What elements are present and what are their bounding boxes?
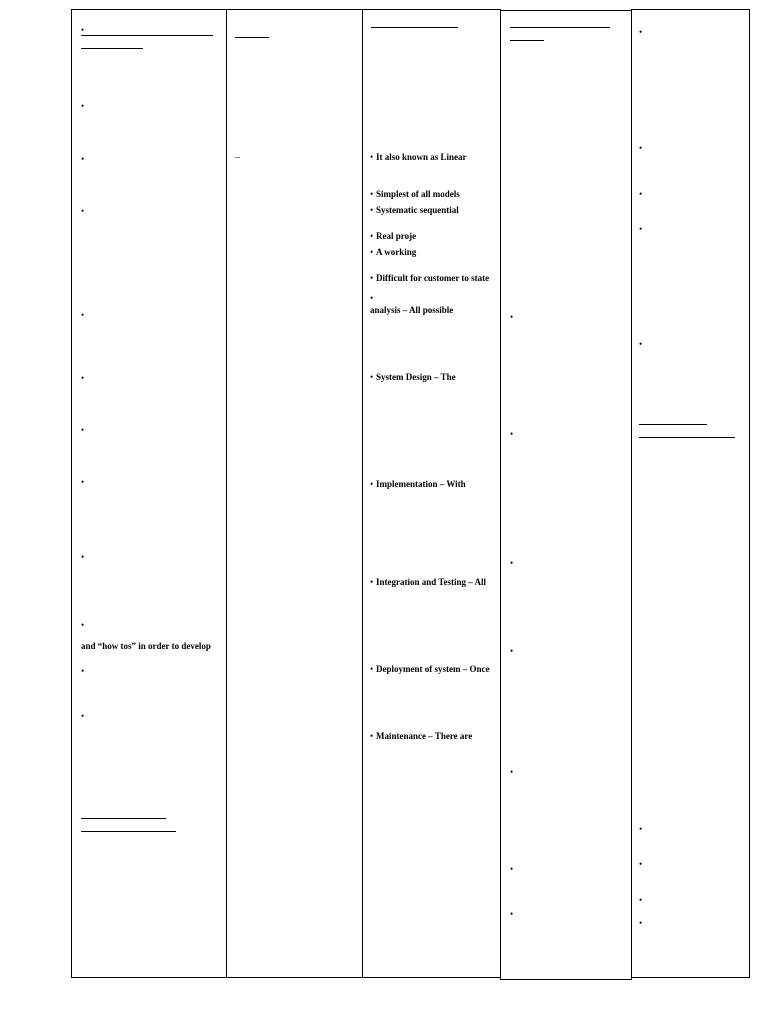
bullet: •	[370, 372, 374, 382]
column-5	[631, 9, 750, 978]
text-line: Deployment of system – Once	[376, 664, 490, 674]
bullet: •	[510, 312, 514, 322]
bullet: •	[370, 731, 374, 741]
bullet: •	[639, 824, 643, 834]
bullet: •	[81, 206, 85, 216]
bullet: •	[81, 25, 85, 35]
heading-underline	[81, 35, 213, 36]
bullet: •	[370, 247, 374, 257]
bullet: •	[510, 646, 514, 656]
bullet: •	[370, 293, 374, 303]
bullet: •	[639, 918, 643, 928]
bullet: •	[639, 895, 643, 905]
bullet: •	[370, 189, 374, 199]
text-line: Difficult for customer to state	[376, 273, 490, 283]
bullet: •	[370, 479, 374, 489]
bullet: •	[639, 189, 643, 199]
heading-underline	[81, 831, 176, 832]
bullet: •	[510, 558, 514, 568]
bullet: •	[639, 143, 643, 153]
bullet: •	[81, 310, 85, 320]
heading-underline	[371, 27, 458, 28]
bullet: •	[81, 620, 85, 630]
bullet: •	[370, 205, 374, 215]
column-1	[71, 9, 227, 978]
bullet: •	[510, 909, 514, 919]
bullet: •	[639, 224, 643, 234]
text-line: System Design – The	[376, 372, 456, 382]
column-2	[226, 9, 363, 978]
text-line: Maintenance – There are	[376, 731, 473, 741]
text-line: Implementation – With	[376, 479, 466, 489]
bullet: •	[370, 664, 374, 674]
heading-underline	[81, 48, 143, 49]
bullet: •	[639, 27, 643, 37]
bullet: •	[81, 425, 85, 435]
bullet: •	[81, 666, 85, 676]
bullet: •	[639, 859, 643, 869]
bullet: •	[81, 154, 85, 164]
bullet: •	[370, 273, 374, 283]
text-line: and “how tos” in order to develop	[81, 641, 211, 651]
bullet: •	[81, 101, 85, 111]
text-line: Real proje	[376, 231, 417, 241]
heading-underline	[81, 818, 166, 819]
heading-underline	[639, 424, 707, 425]
bullet: •	[81, 373, 85, 383]
bullet: •	[370, 231, 374, 241]
bullet: •	[81, 711, 85, 721]
bullet: •	[370, 152, 374, 162]
text-line: Simplest of all models	[376, 189, 460, 199]
bullet: •	[510, 429, 514, 439]
text-line: Systematic sequential	[376, 205, 459, 215]
bullet: •	[370, 577, 374, 587]
heading-underline	[510, 27, 610, 28]
text-line: It also known as Linear	[376, 152, 467, 162]
text-line: A working	[376, 247, 417, 257]
column-4	[500, 10, 632, 980]
bullet: •	[510, 767, 514, 777]
heading-underline	[639, 437, 735, 438]
heading-underline	[510, 40, 544, 41]
text-line: Integration and Testing – All	[376, 577, 487, 587]
text-line: analysis – All possible	[370, 305, 454, 315]
bullet: •	[510, 864, 514, 874]
bullet: •	[639, 339, 643, 349]
bullet: •	[81, 477, 85, 487]
bullet: •	[81, 552, 85, 562]
dash: –	[235, 152, 240, 162]
heading-underline	[235, 37, 269, 38]
